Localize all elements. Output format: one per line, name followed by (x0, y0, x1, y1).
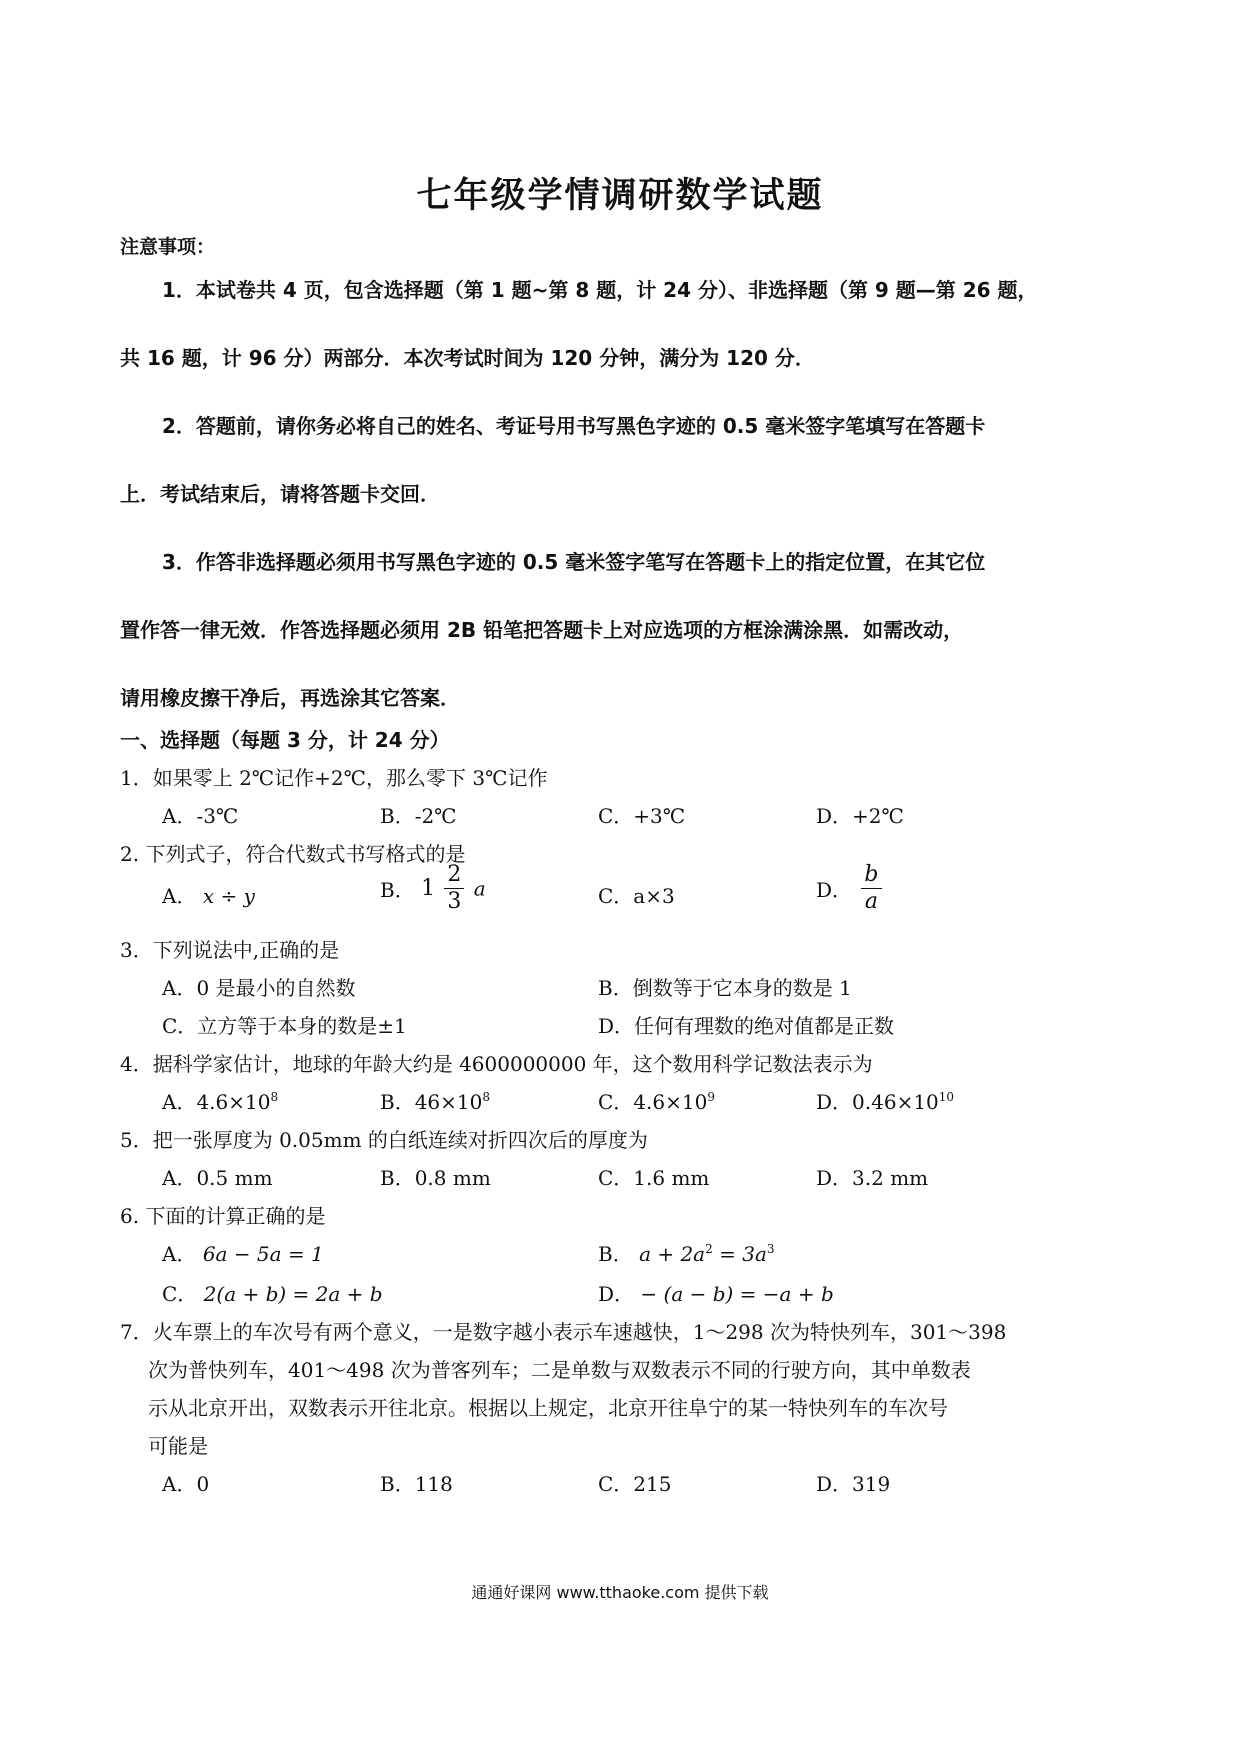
question-7-stem: 示从北京开出，双数表示开往北京。根据以上规定，北京开往阜宁的某一特快列车的车次号 (148, 1396, 948, 1420)
q5-option-b: B．0.8 mm (380, 1166, 491, 1190)
q3-option-b: B．倒数等于它本身的数是 1 (598, 976, 852, 1000)
variable: a (473, 876, 486, 901)
question-2-stem: 2. 下列式子，符合代数式书写格式的是 (120, 842, 466, 866)
exponent: 2 (705, 1242, 713, 1256)
q4-option-c (598, 1086, 715, 1115)
question-4-stem: 4．据科学家估计，地球的年龄大约是 4600000000 年，这个数用科学记数法表示为 (120, 1052, 873, 1076)
expression: = 3a (712, 1242, 767, 1266)
option-label: B． (598, 1242, 633, 1266)
denominator: 3 (447, 889, 462, 914)
question-7-stem: 次为普快列车，401～498 次为普客列车；二是单数与双数表示不同的行驶方向，其中单数表 (148, 1358, 971, 1382)
notice-line: 置作答一律无效．作答选择题必须用 2B 铅笔把答题卡上对应选项的方框涂满涂黑．如需改动， (120, 618, 964, 642)
option-label: A． (162, 884, 197, 908)
notice-line: 共 16 题，计 96 分）两部分．本次考试时间为 120 分钟，满分为 120 分． (120, 346, 815, 370)
notice-heading: 注意事项： (120, 236, 216, 258)
exponent: 10 (938, 1090, 955, 1104)
expression: − (a − b) = −a + b (640, 1282, 834, 1306)
q7-option-a: A．0 (162, 1472, 210, 1496)
whole-number: 1 (421, 876, 436, 901)
option-label: B． (380, 878, 415, 902)
q6-option-d (598, 1278, 834, 1307)
q6-option-a (162, 1238, 324, 1267)
option-base: A．4.6×10 (162, 1090, 271, 1114)
footer-watermark: 通通好课网 www.tthaoke.com 提供下载 (471, 1583, 769, 1602)
numerator: b (861, 862, 881, 889)
q3-option-a: A．0 是最小的自然数 (162, 976, 356, 1000)
notice-line: 上．考试结束后，请将答题卡交回． (120, 482, 440, 506)
q7-option-b: B．118 (380, 1472, 453, 1496)
option-label: A． (162, 1242, 197, 1266)
q5-option-c: C．1.6 mm (598, 1166, 710, 1190)
page-title: 七年级学情调研数学试题 (416, 176, 824, 216)
exponent: 9 (707, 1090, 715, 1104)
expression: 2(a + b) = 2a + b (203, 1282, 383, 1306)
q3-option-c: C．立方等于本身的数是±1 (162, 1014, 407, 1038)
q1-option-c: C．+3℃ (598, 804, 686, 828)
q7-option-c: C．215 (598, 1472, 672, 1496)
question-7-stem: 7．火车票上的车次号有两个意义，一是数字越小表示车速越快，1～298 次为特快列车，301～398 (120, 1320, 1007, 1344)
mixed-fraction (444, 862, 464, 915)
question-6-stem: 6. 下面的计算正确的是 (120, 1204, 326, 1228)
exponent: 8 (270, 1090, 279, 1104)
q2-option-b (380, 862, 486, 915)
q2-option-c: C．a×3 (598, 884, 675, 908)
fraction (861, 862, 881, 915)
expression: x ÷ y (202, 884, 255, 908)
question-7-stem: 可能是 (148, 1434, 208, 1458)
option-base: C．4.6×10 (598, 1090, 708, 1114)
exponent: 8 (482, 1090, 490, 1104)
q2-option-a (162, 880, 255, 909)
q1-option-a: A．-3℃ (162, 804, 239, 828)
q5-option-d: D．3.2 mm (816, 1166, 929, 1190)
q4-option-a (162, 1086, 278, 1115)
section-heading: 一、选择题（每题 3 分，计 24 分） (120, 728, 450, 752)
question-1-stem: 1．如果零上 2℃记作+2℃，那么零下 3℃记作 (120, 766, 548, 790)
q4-option-d (816, 1086, 954, 1115)
option-label: D． (816, 878, 853, 902)
option-label: C． (162, 1282, 198, 1306)
q6-option-b (598, 1238, 775, 1267)
q7-option-d: D．319 (816, 1472, 891, 1496)
notice-line: 3．作答非选择题必须用书写黑色字迹的 0.5 毫米签字笔写在答题卡上的指定位置，在其它位 (162, 550, 986, 574)
q1-option-b: B．-2℃ (380, 804, 457, 828)
notice-line: 2．答题前，请你务必将自己的姓名、考证号用书写黑色字迹的 0.5 毫米签字笔填写在答题卡 (162, 414, 986, 438)
q3-option-d: D．任何有理数的绝对值都是正数 (598, 1014, 895, 1038)
option-base: D．0.46×10 (816, 1090, 939, 1114)
question-3-stem: 3．下列说法中,正确的是 (120, 938, 340, 962)
numerator: 2 (444, 862, 464, 889)
question-5-stem: 5．把一张厚度为 0.05mm 的白纸连续对折四次后的厚度为 (120, 1128, 648, 1152)
q1-option-d: D．+2℃ (816, 804, 904, 828)
option-base: B．46×10 (380, 1090, 483, 1114)
expression: 6a − 5a = 1 (202, 1242, 324, 1266)
notice-line: 请用橡皮擦干净后，再选涂其它答案． (120, 686, 460, 710)
q2-option-d (816, 862, 885, 915)
q6-option-c (162, 1278, 383, 1307)
q5-option-a: A．0.5 mm (162, 1166, 273, 1190)
notice-line: 1．本试卷共 4 页，包含选择题（第 1 题~第 8 题，计 24 分）、非选择题（第 9 题—第 26 题， (162, 278, 1038, 302)
expression: a + 2a (639, 1242, 706, 1266)
option-label: D． (598, 1282, 635, 1306)
q4-option-b (380, 1086, 490, 1115)
exponent: 3 (766, 1242, 775, 1256)
denominator: a (864, 889, 879, 914)
